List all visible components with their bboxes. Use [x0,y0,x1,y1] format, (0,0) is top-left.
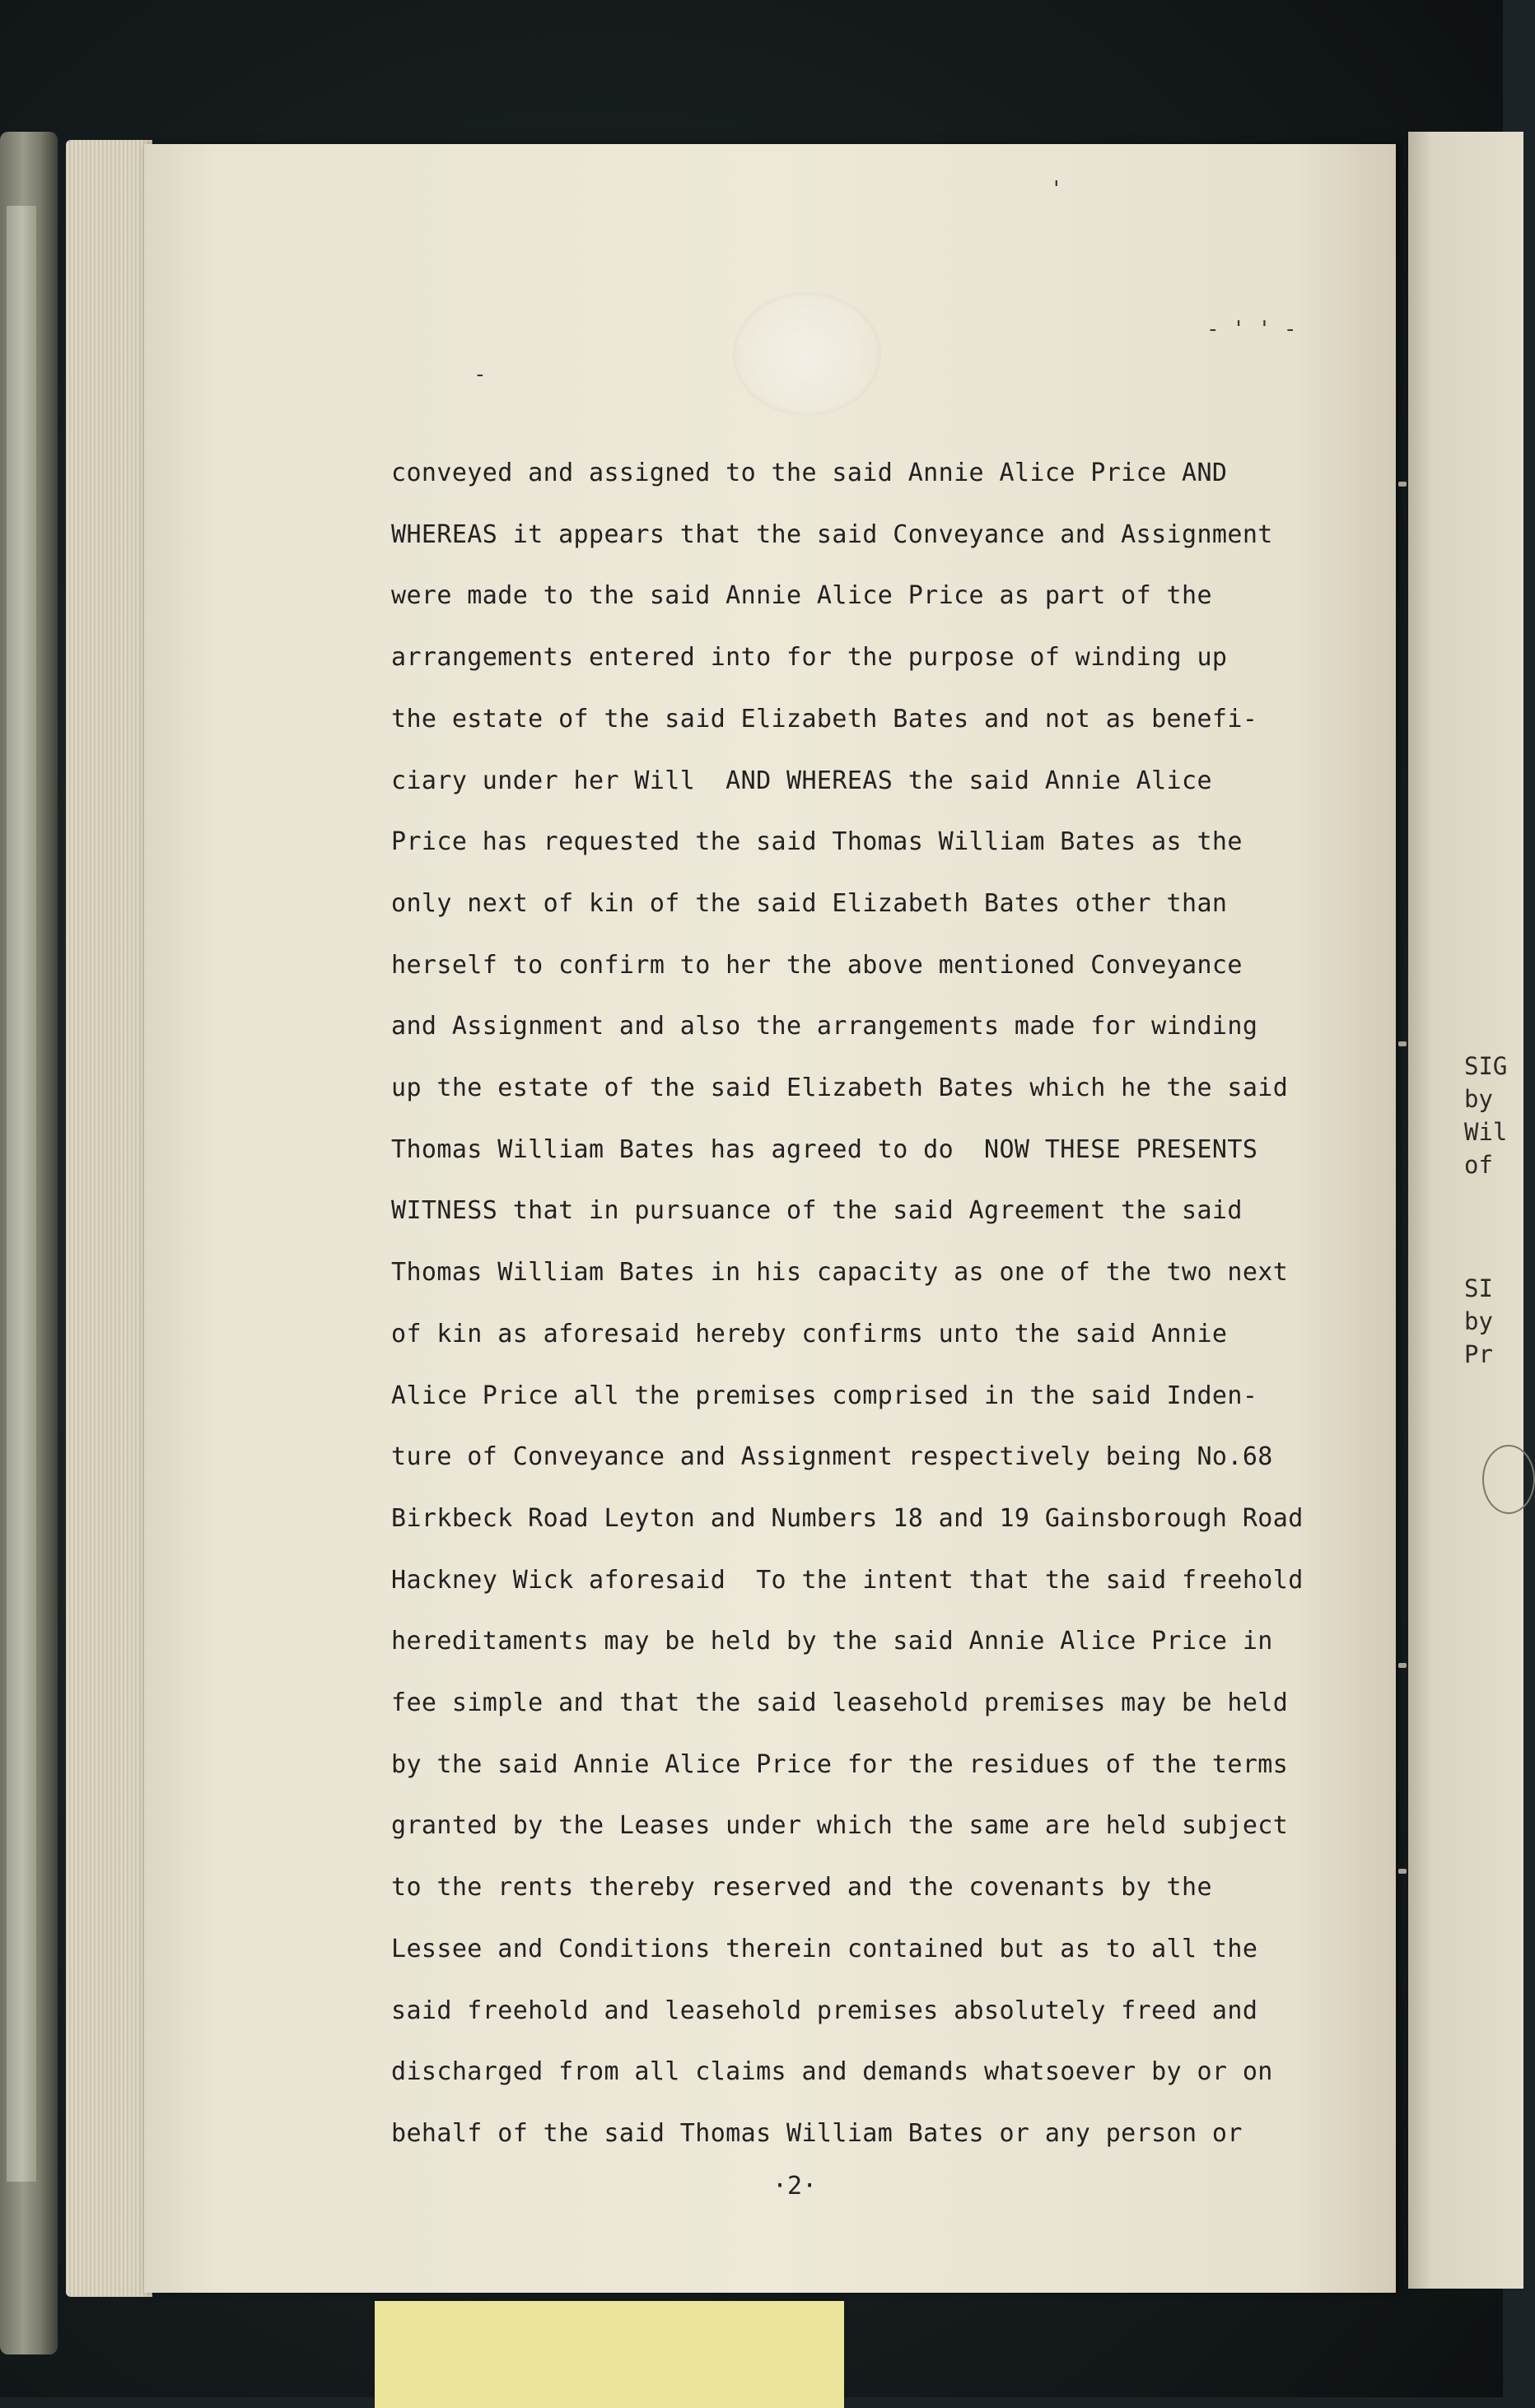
sticky-note-tab [375,2301,844,2408]
embossed-seal [733,292,881,416]
text-line: hereditaments may be held by the said Annie Alice Price in [391,1627,1273,1656]
binding-stitch [1398,1663,1407,1668]
text-line: by the said Annie Alice Price for the residues of the terms [391,1749,1289,1779]
text-line: Thomas William Bates has agreed to do NOW THESE PRESENTS [391,1134,1258,1164]
adjacent-page-fragment: Wil [1464,1118,1508,1146]
text-line: Lessee and Conditions therein contained but as to all the [391,1934,1258,1963]
text-line: discharged from all claims and demands whatsoever by or on [391,2057,1273,2087]
text-line: ciary under her Will AND WHEREAS the said Annie Alice [391,766,1212,795]
text-line: WITNESS that in pursuance of the said Agreement the said [391,1196,1243,1226]
ink-mark: - [474,362,487,387]
text-line: to the rents thereby reserved and the covenants by the [391,1873,1212,1903]
adjacent-page-fragment: Pr [1464,1340,1493,1368]
text-line: behalf of the said Thomas William Bates or any person or [391,2118,1243,2148]
text-line: Thomas William Bates in his capacity as one of the two next [391,1258,1289,1288]
binding-stitch [1398,1869,1407,1874]
binder-cover-strip [7,206,36,2182]
text-line: said freehold and leasehold premises absolutely freed and [391,1996,1258,2025]
adjacent-page-fragment: by [1464,1307,1493,1335]
adjacent-page-fragment: by [1464,1085,1493,1113]
adjacent-page-fragment: SI [1464,1274,1493,1302]
page-stack-edges [66,140,152,2297]
text-line: were made to the said Annie Alice Price as part of the [391,581,1212,611]
adjacent-page-fragment: SIG [1464,1052,1508,1080]
page-number: ·2· [772,2172,818,2201]
text-line: WHEREAS it appears that the said Conveyance and Assignment [391,519,1273,549]
typewritten-body [391,443,1379,2165]
text-line: the estate of the said Elizabeth Bates and not as benefi- [391,704,1258,734]
text-line: conveyed and assigned to the said Annie Alice Price AND [391,459,1228,487]
text-line: Hackney Wick aforesaid To the intent that the said freehold [391,1565,1304,1595]
ink-mark: - ' ' - [1206,317,1297,342]
text-line: Birkbeck Road Leyton and Numbers 18 and 19 Gainsborough Road [391,1503,1304,1533]
text-line: fee simple and that the said leasehold premises may be held [391,1688,1289,1718]
binding-stitch [1398,1041,1407,1046]
text-line: only next of kin of the said Elizabeth Bates other than [391,888,1228,918]
text-line: up the estate of the said Elizabeth Bates which he the said [391,1074,1289,1103]
text-line: of kin as aforesaid hereby confirms unto the said Annie [391,1319,1228,1348]
text-line: herself to confirm to her the above mentioned Conveyance [391,950,1243,980]
adjacent-page [1408,132,1523,2289]
text-line: granted by the Leases under which the same are held subject [391,1811,1289,1841]
binding-stitch [1398,482,1407,487]
ink-mark: ' [1050,177,1063,202]
text-line: ture of Conveyance and Assignment respectively being No.68 [391,1442,1273,1472]
text-line: arrangements entered into for the purpose of winding up [391,643,1228,673]
adjacent-page-fragment: of [1464,1151,1493,1179]
text-line: Price has requested the said Thomas William Bates as the [391,827,1243,857]
adjacent-page-stamp [1482,1445,1535,1514]
text-line: Alice Price all the premises comprised in the said Inden- [391,1381,1258,1410]
text-line: and Assignment and also the arrangements made for winding [391,1012,1258,1041]
